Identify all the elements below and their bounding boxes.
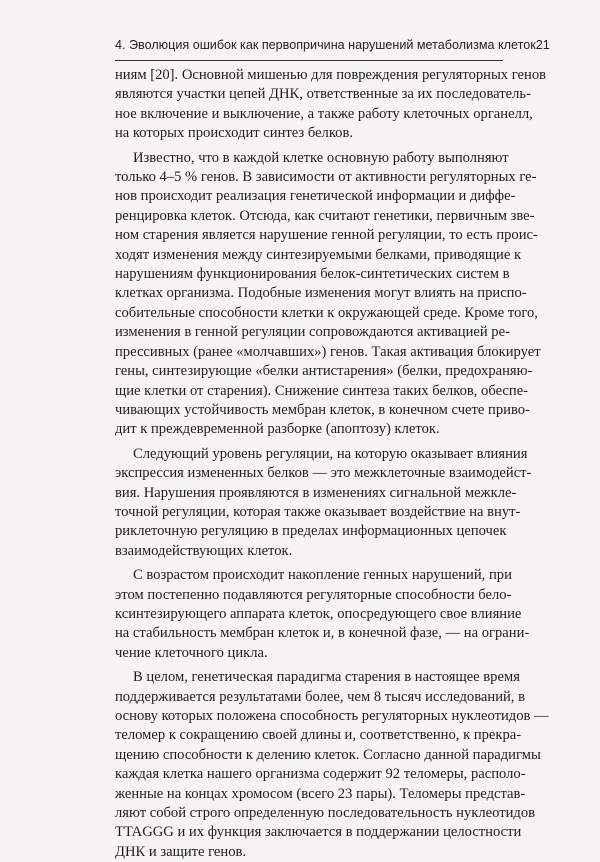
text-line: ляют собой строго определенную последовательность нуклеотидов — [115, 805, 536, 822]
text-line: вия. Нарушения проявляются в изменениях сигнальной межкле- — [115, 484, 517, 501]
paragraph — [115, 66, 547, 144]
running-title: 4. Эволюция ошибок как первопричина нарушений метаболизма клеток — [115, 38, 536, 52]
header-divider — [115, 60, 503, 61]
text-line: теломер к сокращению своей длины и, соответственно, к прекра- — [115, 727, 522, 744]
text-line: изменения в генной регуляции сопровождаются активацией ре- — [115, 324, 510, 341]
text-line: С возрастом происходит накопление генных нарушений, при — [133, 567, 512, 584]
text-line: чивающих устойчивость мембран клеток, в конечном счете приво- — [115, 401, 530, 418]
text-line: собительные способности клетки к окружающей среде. Кроме того, — [115, 304, 538, 321]
text-line: на которых происходит синтез белков. — [115, 125, 354, 142]
text-line: чение клеточного цикла. — [115, 644, 268, 661]
text-line: щие клетки от старения). Снижение синтеза таких белков, обеспе- — [115, 382, 529, 399]
text-line: щению способности к делению клеток. Согласно данной парадигмы — [115, 746, 541, 763]
text-line: гены, синтезирующие «белки антистарения» (белки, предохраняю- — [115, 363, 533, 380]
text-line: нов происходит реализация генетической информации и диффе- — [115, 188, 516, 205]
text-line: ходят изменения между синтезируемыми белками, приводящие к — [115, 246, 522, 263]
text-line: прессивных (ранее «молчавших») генов. Такая активация блокирует — [115, 343, 541, 360]
text-line: основу которых положена способность регуляторных нуклеотидов — — [115, 708, 549, 724]
text-line: Следующий уровень регуляции, на которую оказывает влияния — [133, 445, 528, 462]
page-number: 21 — [535, 38, 550, 52]
paragraph — [115, 149, 541, 440]
text-line: этом постепенно подавляются регуляторные способности бело- — [115, 586, 512, 603]
text-line: Известно, что в каждой клетке основную работу выполняют — [133, 149, 509, 166]
text-line: точной регуляции, которая также оказывает воздействие на внут- — [115, 503, 521, 520]
text-line: В целом, генетическая парадигма старения в настоящее время — [133, 669, 520, 686]
text-line: ное включение и выключение, а также работу клеточных органелл, — [115, 105, 533, 122]
text-line: экспрессия измененных белков — это межклеточные взаимодейст- — [115, 465, 532, 482]
paragraph — [115, 668, 549, 862]
text-line: каждая клетка нашего организма содержит 92 теломеры, располо- — [115, 766, 526, 783]
text-line: нарушениям функционирования белок-синтетических систем в — [115, 266, 510, 283]
text-line: на стабильность мембран клеток и, в конечной фазе, — на ограни- — [115, 625, 530, 642]
text-line: риклеточную регуляцию в пределах информационных цепочек — [115, 523, 507, 540]
paragraph — [115, 566, 530, 663]
text-line: поддерживается результатами более, чем 8 тысяч исследований, в — [115, 688, 525, 705]
text-line: ренцировка клеток. Отсюда, как считают генетики, первичным зве- — [115, 207, 535, 224]
text-line: ном старения является нарушение генной регуляции, то есть проис- — [115, 227, 538, 244]
text-line: дит к преждевременной разборке (апоптозу) клеток. — [115, 421, 440, 438]
text-line: взаимодействующих клеток. — [115, 542, 293, 559]
paragraph — [115, 445, 532, 561]
running-header — [115, 38, 550, 52]
text-line: только 4–5 % генов. В зависимости от активности регуляторных ге- — [115, 169, 537, 186]
text-line: являются участки цепей ДНК, ответственные за их последователь- — [115, 86, 531, 103]
text-line: ксинтезирующего аппарата клеток, опосредующего свое влияние — [115, 605, 522, 622]
text-line: TTAGGG и их функция заключается в поддержании целостности — [115, 824, 522, 841]
text-line: женные на концах хромосом (всего 23 пары). Теломеры представ- — [115, 785, 526, 802]
body-text — [115, 66, 549, 862]
text-line: ДНК и защите генов. — [115, 843, 247, 860]
text-line: клетках организма. Подобные изменения могут влиять на приспо- — [115, 285, 527, 302]
text-line: ниям [20]. Основной мишенью для повреждения регуляторных генов — [115, 67, 547, 83]
